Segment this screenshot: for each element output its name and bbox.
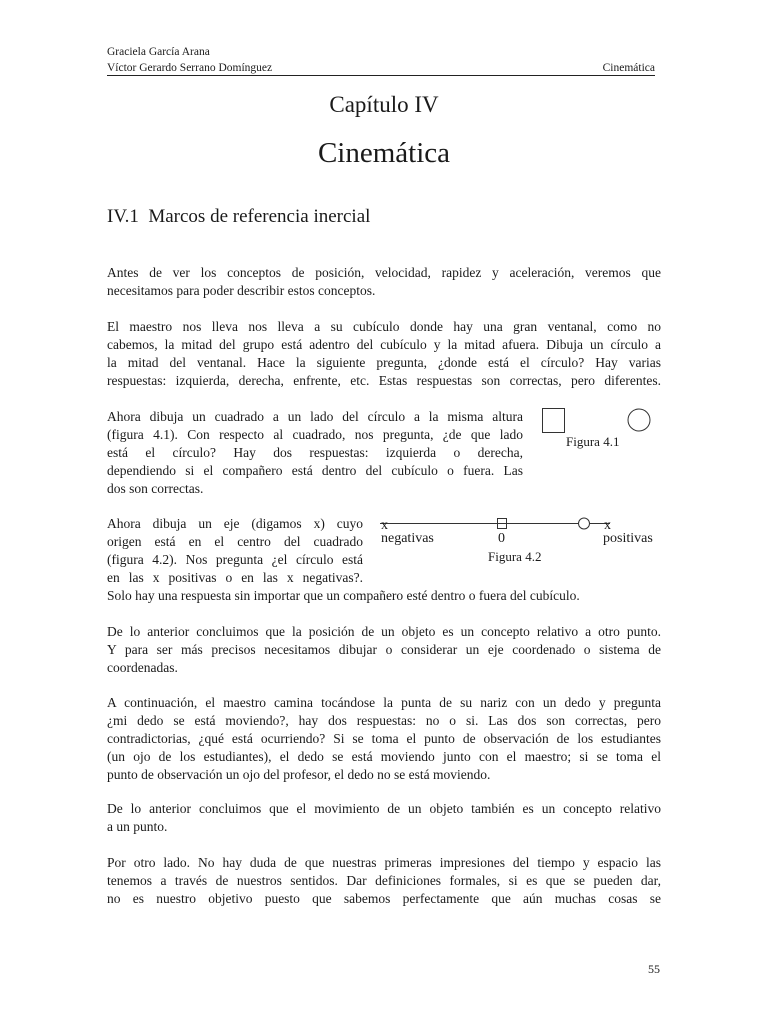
text-line: tenemos a través de nuestros sentidos. Dar definiciones formales, si es que se pueden dar, (107, 873, 661, 888)
header-author-1: Graciela García Arana (107, 46, 210, 58)
text-line: no es nuestro objetivo puesto que sabemos perfectamente que aún muchas cosas se (107, 891, 661, 906)
text-line: (figura 4.2). Nos pregunta ¿el círculo está (107, 552, 363, 567)
text-line: (figura 4.1). Con respecto al cuadrado, nos pregunta, ¿de que lado (107, 427, 523, 442)
text-line: la mitad del ventanal. Hace la siguiente pregunta, ¿donde está el círculo? Hay varias (107, 355, 661, 370)
figure-4-2-origin-label: 0 (498, 531, 505, 546)
square-shape (543, 409, 565, 433)
circle-shape (579, 518, 590, 529)
text-line: origen está en el centro del cuadrado (107, 534, 363, 549)
text-line: A continuación, el maestro camina tocándose la punta de su nariz con un dedo y pregunta (107, 695, 661, 710)
chapter-title: Cinemática (317, 137, 451, 169)
figure-4-2-negative-label: negativas (381, 531, 434, 546)
text-line: coordenadas. (107, 660, 178, 675)
text-line: Y para ser más precisos necesitamos dibujar o considerar un eje coordenado o sistema de (107, 642, 661, 657)
text-line: cabemos, la mitad del grupo está adentro del cubículo y la mitad afuera. Dibuja un círculo a (107, 337, 661, 352)
text-line: Ahora dibuja un eje (digamos x) cuyo (107, 516, 363, 531)
text-line: Antes de ver los conceptos de posición, velocidad, rapidez y aceleración, veremos que (107, 265, 661, 280)
header-section: Cinemática (602, 62, 655, 74)
figure-4-2-right-x: x (604, 518, 611, 533)
figure-4-2-positive-label: positivas (603, 531, 653, 546)
text-line: (un ojo de los estudiantes), el dedo se está moviendo junto con el maestro; si se toma el (107, 749, 661, 764)
paragraph-6 (107, 694, 661, 784)
text-line: Por otro lado. No hay duda de que nuestras primeras impresiones del tiempo y espacio las (107, 855, 661, 870)
text-line: punto de observación un ojo del profesor, el dedo no se está moviendo. (107, 767, 491, 782)
paragraph-3 (107, 408, 523, 498)
circle-shape (628, 409, 650, 431)
figure-4-2-caption: Figura 4.2 (488, 549, 542, 564)
figure-4-1-diagram (536, 404, 660, 438)
paragraph-8 (107, 854, 661, 908)
paragraph-2 (107, 318, 661, 390)
paragraph-4-tail (107, 587, 661, 605)
text-line: está el círculo? Hay dos respuestas: izquierda o derecha, (107, 445, 523, 460)
text-line: Ahora dibuja un cuadrado a un lado del círculo a la misma altura (107, 409, 523, 424)
text-line: en las x positivas o en las x negativas?. (107, 570, 363, 585)
text-line: necesitamos para poder describir estos conceptos. (107, 283, 376, 298)
figure-4-2-left-x: x (381, 518, 388, 533)
section-heading: IV.1 Marcos de referencia inercial (107, 206, 371, 227)
text-line: contradictorias, ¿qué está ocurriendo? Si se toma el punto de observación de los estudiantes (107, 731, 661, 746)
header-author-2: Víctor Gerardo Serrano Domínguez (107, 62, 273, 74)
figure-4-1-caption: Figura 4.1 (566, 434, 620, 449)
paragraph-4 (107, 515, 363, 587)
text-line: dependiendo si el compañero está dentro del cubículo o fuera. Las (107, 463, 523, 478)
text-line: dos son correctas. (107, 481, 204, 496)
text-line: a un punto. (107, 819, 168, 834)
paragraph-7 (107, 800, 661, 836)
text-line: respuestas: izquierda, derecha, enfrente, etc. Estas respuestas son correctas, pero diferentes. (107, 373, 661, 388)
text-line: ¿mi dedo se está moviendo?, hay dos respuestas: no o si. Las dos son correctas, pero (107, 713, 661, 728)
header-rule (107, 75, 655, 76)
text-line: De lo anterior concluimos que la posición de un objeto es un concepto relativo a otro punto. (107, 624, 661, 639)
paragraph-5 (107, 623, 661, 677)
text-line: De lo anterior concluimos que el movimiento de un objeto también es un concepto relativo (107, 801, 661, 816)
page-number: 55 (648, 962, 660, 976)
text-line: Solo hay una respuesta sin importar que un compañero esté dentro o fuera del cubículo. (107, 588, 580, 603)
chapter-number: Capítulo IV (329, 92, 439, 117)
paragraph-1 (107, 264, 661, 300)
text-line: El maestro nos lleva nos lleva a su cubículo donde hay una gran ventanal, como no (107, 319, 661, 334)
